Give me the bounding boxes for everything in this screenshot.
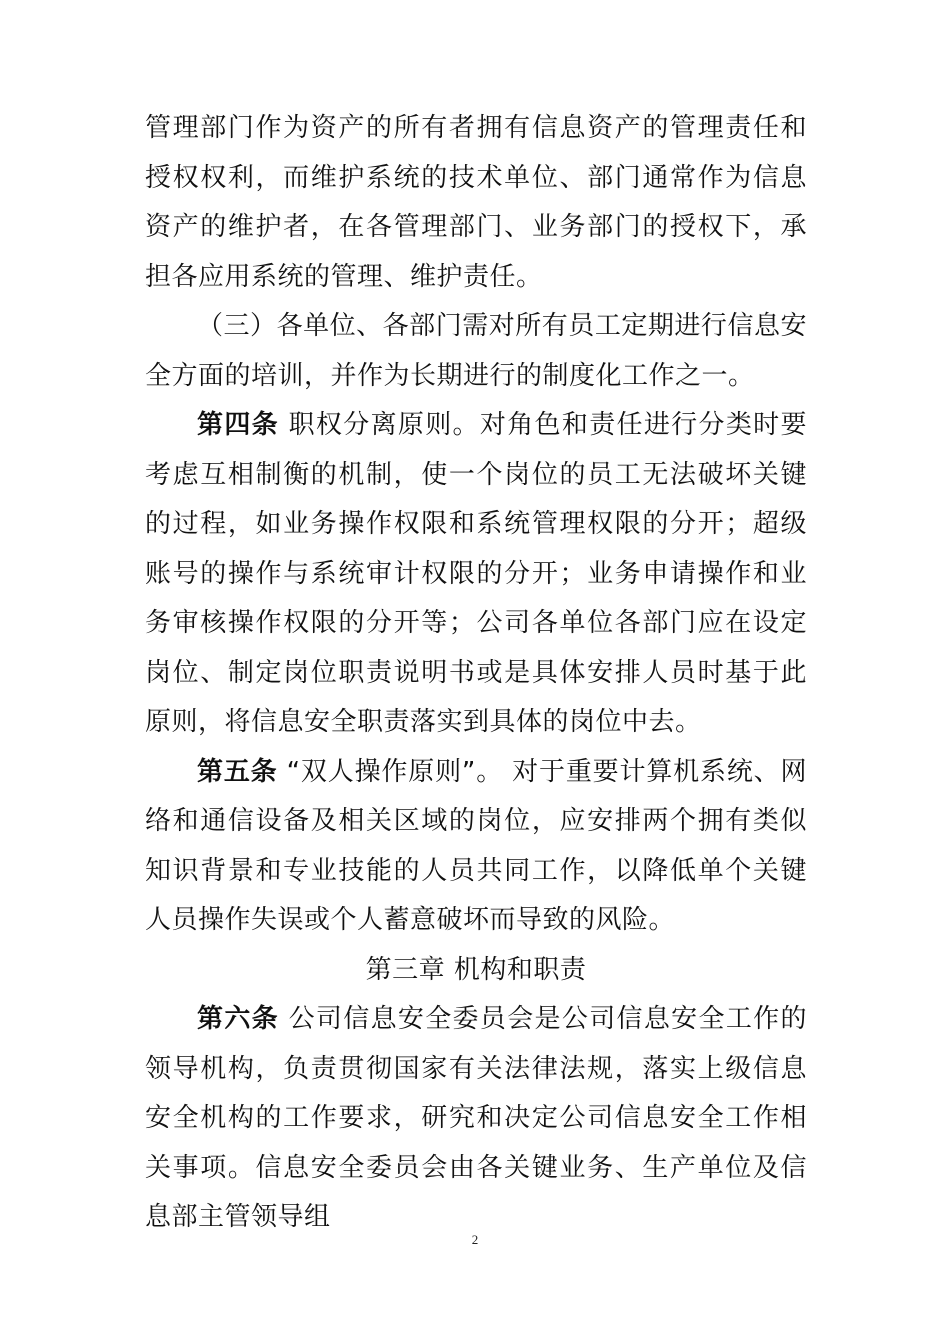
article-text: 职权分离原则。对角色和责任进行分类时要考虑互相制衡的机制，使一个岗位的员工无法破坏关键的过程，如业务操作权限和系统管理权限的分开；超级账号的操作与系统审计权限的分开；业务申请操作和业务审核操作权限的分开等；公司各单位各部门应在设定岗位、制定岗位职责说明书或是具体安排人员时基于此原则，将信息安全职责落实到具体的岗位中去。 <box>145 410 807 737</box>
document-body <box>145 104 807 1243</box>
article-number: 第六条 <box>197 1004 279 1034</box>
page-number: 2 <box>471 1232 479 1247</box>
paragraph-continuation <box>145 104 807 302</box>
article-6 <box>145 995 807 1243</box>
article-number: 第五条 <box>197 756 278 787</box>
paragraph-item-three <box>145 302 807 401</box>
article-4 <box>145 401 807 748</box>
article-text: “双人操作原则”。 对于重要计算机系统、网络和通信设备及相关区域的岗位，应安排两个拥有类似知识背景和专业技能的人员共同工作，以降低单个关键人员操作失误或个人蓄意破坏而导致的风险。 <box>145 756 807 935</box>
paragraph-text: 管理部门作为资产的所有者拥有信息资产的管理责任和授权权利，而维护系统的技术单位、部门通常作为信息资产的维护者，在各管理部门、业务部门的授权下，承担各应用系统的管理、维护责任。 <box>145 113 807 292</box>
chapter-heading: 第三章 机构和职责 <box>365 954 587 985</box>
article-text: 公司信息安全委员会是公司信息安全工作的领导机构，负责贯彻国家有关法律法规，落实上级信息安全机构的工作要求，研究和决定公司信息安全工作相关事项。信息安全委员会由各关键业务、生产单位及信息部主管领导组 <box>145 1004 807 1232</box>
article-number: 第四条 <box>197 410 279 440</box>
article-5 <box>145 748 807 946</box>
paragraph-text: （三）各单位、各部门需对所有员工定期进行信息安全方面的培训，并作为长期进行的制度化工作之一。 <box>145 311 807 391</box>
